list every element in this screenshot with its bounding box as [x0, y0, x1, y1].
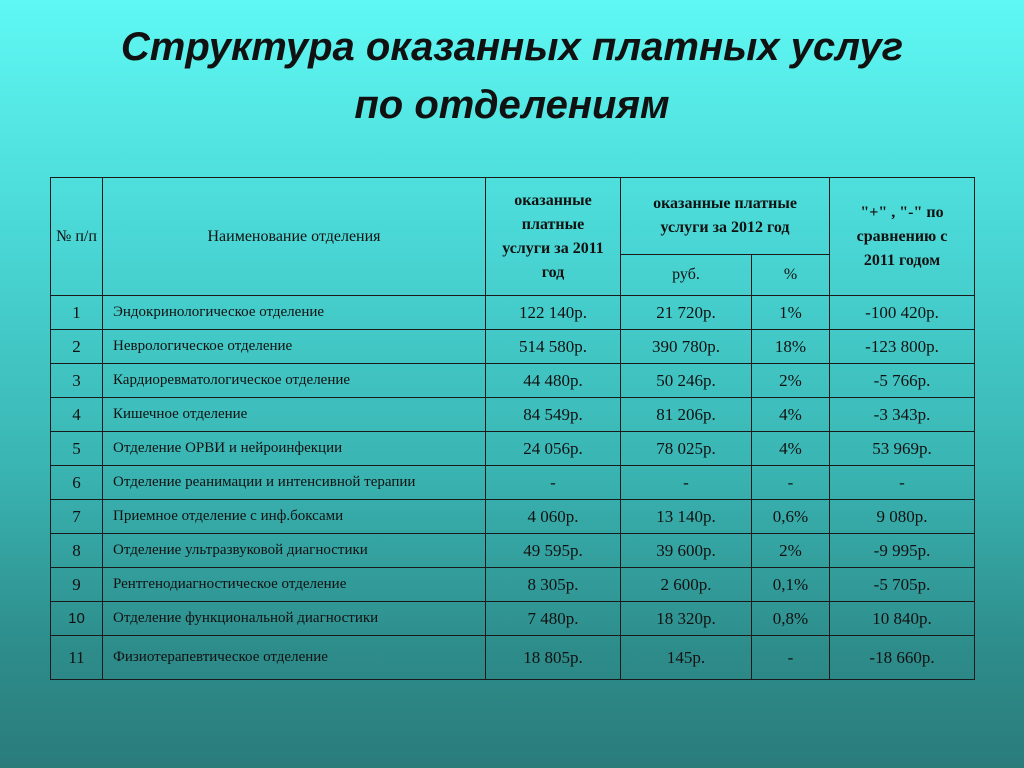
title-line-2: по отделениям — [354, 83, 670, 127]
row-name: Отделение ультразвуковой диагностики — [103, 534, 486, 568]
row-value-2011: 44 480р. — [486, 364, 621, 398]
table-row — [51, 636, 975, 680]
row-value-2012-rub: 81 206р. — [621, 398, 752, 432]
row-name: Приемное отделение с инф.боксами — [103, 500, 486, 534]
row-value-2011: 122 140р. — [486, 296, 621, 330]
row-num: 9 — [51, 568, 103, 602]
row-value-2011: 514 580р. — [486, 330, 621, 364]
row-num: 4 — [51, 398, 103, 432]
table-row — [51, 330, 975, 364]
row-diff: -123 800р. — [830, 330, 975, 364]
row-value-2012-rub: 145р. — [621, 636, 752, 680]
table-row — [51, 602, 975, 636]
row-value-2012-rub: 390 780р. — [621, 330, 752, 364]
row-value-2012-rub: - — [621, 466, 752, 500]
row-value-2012-pct: 0,6% — [752, 500, 830, 534]
row-value-2012-rub: 21 720р. — [621, 296, 752, 330]
row-diff: -100 420р. — [830, 296, 975, 330]
row-name: Отделение реанимации и интенсивной терапии — [103, 466, 486, 500]
row-value-2011: 49 595р. — [486, 534, 621, 568]
row-diff: -3 343р. — [830, 398, 975, 432]
row-name: Неврологическое отделение — [103, 330, 486, 364]
row-num: 2 — [51, 330, 103, 364]
row-num: 6 — [51, 466, 103, 500]
header-diff: "+" , "-" по сравнению с 2011 годом — [830, 178, 975, 296]
table-row — [51, 500, 975, 534]
row-value-2012-pct: 2% — [752, 534, 830, 568]
table-row — [51, 432, 975, 466]
row-num: 11 — [51, 636, 103, 680]
table-row — [51, 568, 975, 602]
row-value-2011: - — [486, 466, 621, 500]
row-value-2011: 18 805р. — [486, 636, 621, 680]
row-name: Кишечное отделение — [103, 398, 486, 432]
row-value-2012-pct: 1% — [752, 296, 830, 330]
row-value-2011: 7 480р. — [486, 602, 621, 636]
table-row — [51, 534, 975, 568]
row-value-2012-rub: 39 600р. — [621, 534, 752, 568]
row-value-2012-pct: 18% — [752, 330, 830, 364]
header-name: Наименование отделения — [103, 178, 486, 296]
row-num: 10 — [51, 602, 103, 636]
table-row — [51, 364, 975, 398]
row-name: Отделение функциональной диагностики — [103, 602, 486, 636]
row-value-2012-rub: 13 140р. — [621, 500, 752, 534]
row-diff: -18 660р. — [830, 636, 975, 680]
row-num: 5 — [51, 432, 103, 466]
row-value-2011: 24 056р. — [486, 432, 621, 466]
row-value-2012-rub: 78 025р. — [621, 432, 752, 466]
row-value-2012-rub: 18 320р. — [621, 602, 752, 636]
table-row — [51, 398, 975, 432]
row-num: 7 — [51, 500, 103, 534]
row-value-2012-pct: - — [752, 466, 830, 500]
table-row — [51, 466, 975, 500]
row-diff: -5 705р. — [830, 568, 975, 602]
page-title — [0, 18, 1024, 134]
header-num: № п/п — [51, 178, 103, 296]
row-value-2011: 4 060р. — [486, 500, 621, 534]
row-name: Отделение ОРВИ и нейроинфекции — [103, 432, 486, 466]
row-value-2012-pct: 0,8% — [752, 602, 830, 636]
row-diff: 10 840р. — [830, 602, 975, 636]
row-name: Кардиоревматологическое отделение — [103, 364, 486, 398]
row-value-2012-pct: 0,1% — [752, 568, 830, 602]
services-table — [50, 177, 975, 680]
row-value-2011: 8 305р. — [486, 568, 621, 602]
row-num: 1 — [51, 296, 103, 330]
row-diff: -5 766р. — [830, 364, 975, 398]
row-diff: -9 995р. — [830, 534, 975, 568]
table-row — [51, 296, 975, 330]
row-value-2012-pct: 4% — [752, 398, 830, 432]
row-diff: 9 080р. — [830, 500, 975, 534]
row-value-2011: 84 549р. — [486, 398, 621, 432]
row-diff: 53 969р. — [830, 432, 975, 466]
table-body — [51, 296, 975, 680]
row-value-2012-pct: 2% — [752, 364, 830, 398]
header-2012: оказанные платные услуги за 2012 год — [621, 178, 830, 255]
row-name: Физиотерапевтическое отделение — [103, 636, 486, 680]
row-value-2012-rub: 2 600р. — [621, 568, 752, 602]
row-name: Эндокринологическое отделение — [103, 296, 486, 330]
row-num: 3 — [51, 364, 103, 398]
title-line-1: Структура оказанных платных услуг — [120, 25, 904, 69]
row-name: Рентгенодиагностическое отделение — [103, 568, 486, 602]
row-value-2012-rub: 50 246р. — [621, 364, 752, 398]
row-num: 8 — [51, 534, 103, 568]
header-2011: оказанные платные услуги за 2011 год — [486, 178, 621, 296]
row-value-2012-pct: 4% — [752, 432, 830, 466]
header-rub: руб. — [621, 255, 752, 296]
row-value-2012-pct: - — [752, 636, 830, 680]
header-pct: % — [752, 255, 830, 296]
row-diff: - — [830, 466, 975, 500]
